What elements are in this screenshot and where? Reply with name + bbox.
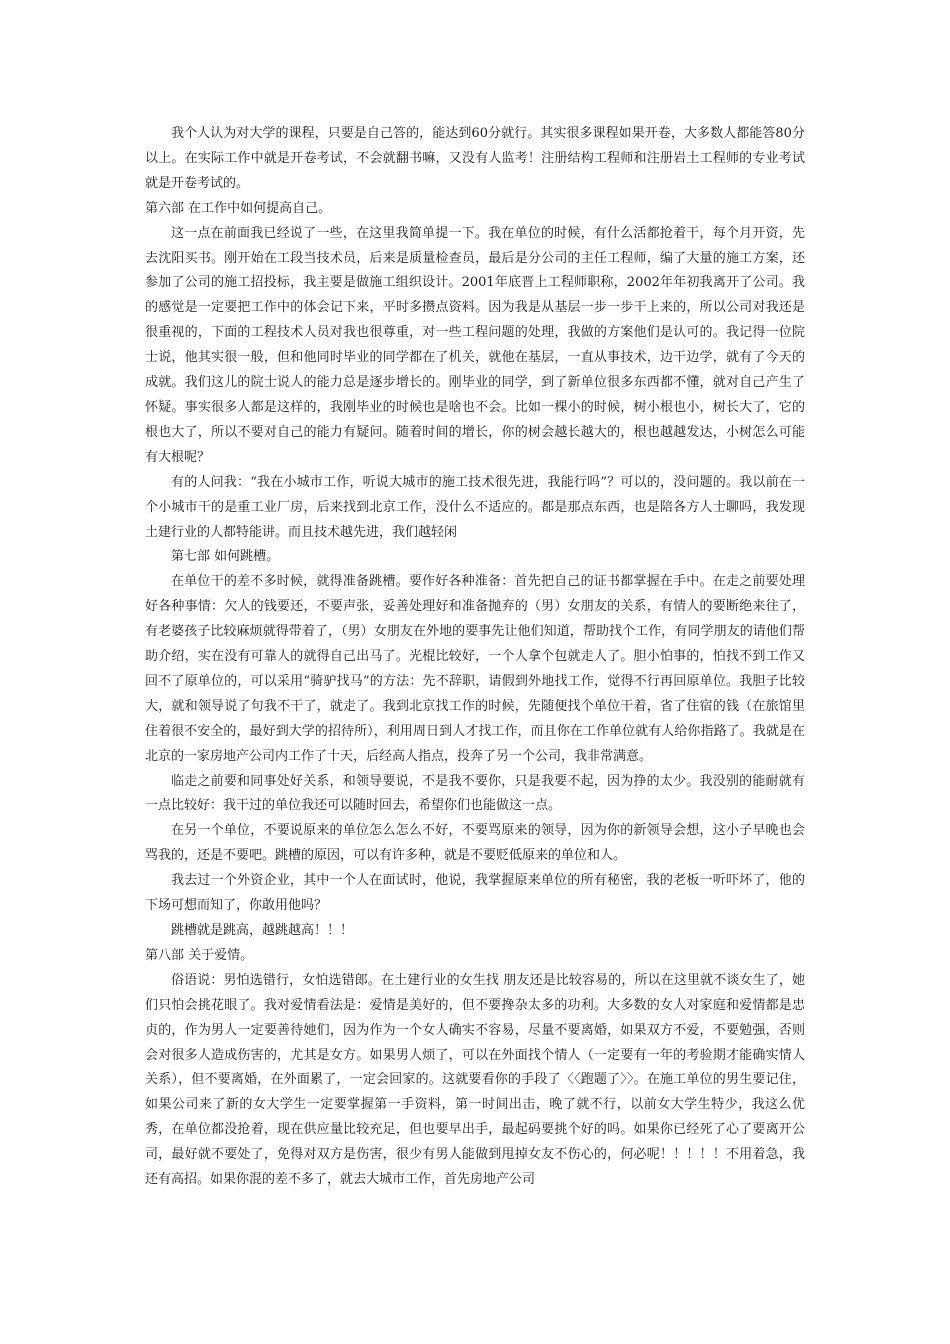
paragraph-foreign-company: 我去过一个外资企业，其中一个人在面试时，他说，我掌握原来单位的所有秘密，我的老板一听吓坏了，他的下场可想而知了，你敢用他吗？ bbox=[145, 873, 805, 914]
paragraph-self-improvement: 这一点在前面我已经说了一些，在这里我简单提一下。我在单位的时候，有什么活都抢着干，每个月开资，先去沈阳买书。刚开始在工段当技术员，后来是质量检查员，最后是分公司的主任工程师，编了大量的施工方案，还参加了公司的施工招投标，我主要是做施工组织设计。2001年底晋上工程师职称，2002年年初我离开了公司。我的感觉是一定要把工作中的体会记下来，平时多攒点资料。因为我是从基层一步一步干上来的，所以公司对我还是很重视的，下面的工程技术人员对我也很尊重，对一些工程问题的处理，我做的方案他们是认可的。我记得一位院士说，他其实很一般，但和他同时毕业的同学都在了机关，就他在基层，一直从事技术，边干边学，就有了今天的成就。我们这儿的院士说人的能力总是逐步增长的。刚毕业的同学，到了新单位很多东西都不懂，就对自己产生了怀疑。事实很多人都是这样的，我刚毕业的时候也是啥也不会。比如一棵小的时候，树小根也小，树长大了，它的根也大了，所以不要对自己的能力有疑问。随着时间的增长，你的树会越长越大的，根也越越发达，小树怎么可能有大根呢？ bbox=[145, 225, 805, 465]
paragraph-job-hopping-prep: 在单位干的差不多时候，就得准备跳槽。要作好各种准备：首先把自己的证书都掌握在手中。在走之前要处理好各种事情：欠人的钱要还，不要声张，妥善处理好和准备抛弃的（男）女朋友的关系，有情人的要断绝来往了，有老婆孩子比较麻烦就得带着了，（男）女朋友在外地的要事先让他们知道，帮助找个工作，有同学朋友的请他们帮助介绍，实在没有可靠人的就得自己出马了。光棍比较好，一个人拿个包就走人了。胆小怕事的，怕找不到工作又回不了原单位的，可以采用“骑驴找马”的方法：先不辞职，请假到外地找工作，觉得不行再回原单位。我胆子比较大，就和领导说了句我不干了，就走了。我到北京找工作的时候，先随便找个单位干着，省了住宿的钱（在旅馆里住着很不安全的，最好到大学的招待所），利用周日到人才找工作，而且你在工作单位就有人给你指路了。我就是在北京的一家房地产公司内工作了十天，后经高人指点，投奔了另一个公司，我非常满意。 bbox=[145, 574, 805, 764]
paragraph-high-jump: 跳槽就是跳高，越跳越高！！！ bbox=[171, 923, 354, 938]
paragraph-leaving: 临走之前要和同事处好关系，和领导要说，不是我不要你，只是我要不起，因为挣的太少。我没别的能耐就有一点比较好：我干过的单位我还可以随时回去，希望你们也能做这一点。 bbox=[145, 773, 805, 814]
paragraph-love: 俗语说：男怕选错行，女怕选错郎。在土建行业的女生找 朋友还是比较容易的，所以在这里就不谈女生了，她们只怕会挑花眼了。我对爱情看法是：爱情是美好的，但不要搀杂太多的功利。大多数的女人对家庭和爱情都是忠贞的，作为男人一定要善待她们，因为作为一个女人确实不容易，尽量不要离婚，如果双方不爱，不要勉强，否则会对很多人造成伤害的，尤其是女方。如果男人烦了，可以在外面找个情人（一定要有一年的考验期才能确实情人关系），但不要离婚，在外面累了，一定会回家的。这就要看你的手段了〈〈跑题了〉〉。在施工单位的男生要记住，如果公司来了新的女大学生一定要掌握第一手资料，第一时间出击，晚了就不行，以前女大学生特少，我这么优秀，在单位都没抢着，现在供应量比较充足，但也要早出手，最起码要挑个好的吗。如果你已经死了心了要离开公司，最好就不要处了，免得对双方是伤害，很少有男人能做到甩掉女友不伤心的，何必呢！！！！！不用着急，我还有高招。如果你混的差不多了，就去大城市工作，首先房地产公司 bbox=[145, 972, 805, 1188]
section-heading-7: 第七部 如何跳槽。 bbox=[171, 549, 280, 565]
section-heading-8: 第八部 关于爱情。 bbox=[145, 947, 254, 963]
section-heading-6: 第六部 在工作中如何提高自己。 bbox=[145, 200, 332, 216]
document-page bbox=[145, 122, 805, 1193]
paragraph-exam: 我个人认为对大学的课程，只要是自己答的，能达到60分就行。其实很多课程如果开卷，大多数人都能答80分以上。在实际工作中就是开卷考试，不会就翻书嘛，又没有人监考！注册结构工程师和注册岩土工程师的专业考试就是开卷考试的。 bbox=[145, 126, 805, 191]
paragraph-small-city: 有的人问我：“我在小城市工作，听说大城市的施工技术很先进，我能行吗”？可以的，没问题的。我以前在一个小城市干的是重工业厂房，后来找到北京工作，没什么不适应的。都是那点东西，也是陪各方人士聊吗，我发现土建行业的人都特能讲。而且技术越先进，我们越轻闲 bbox=[145, 474, 805, 540]
paragraph-new-unit: 在另一个单位，不要说原来的单位怎么怎么不好，不要骂原来的领导，因为你的新领导会想，这小子早晚也会骂我的，还是不要吧。跳槽的原因，可以有许多种，就是不要贬低原来的单位和人。 bbox=[145, 823, 805, 864]
